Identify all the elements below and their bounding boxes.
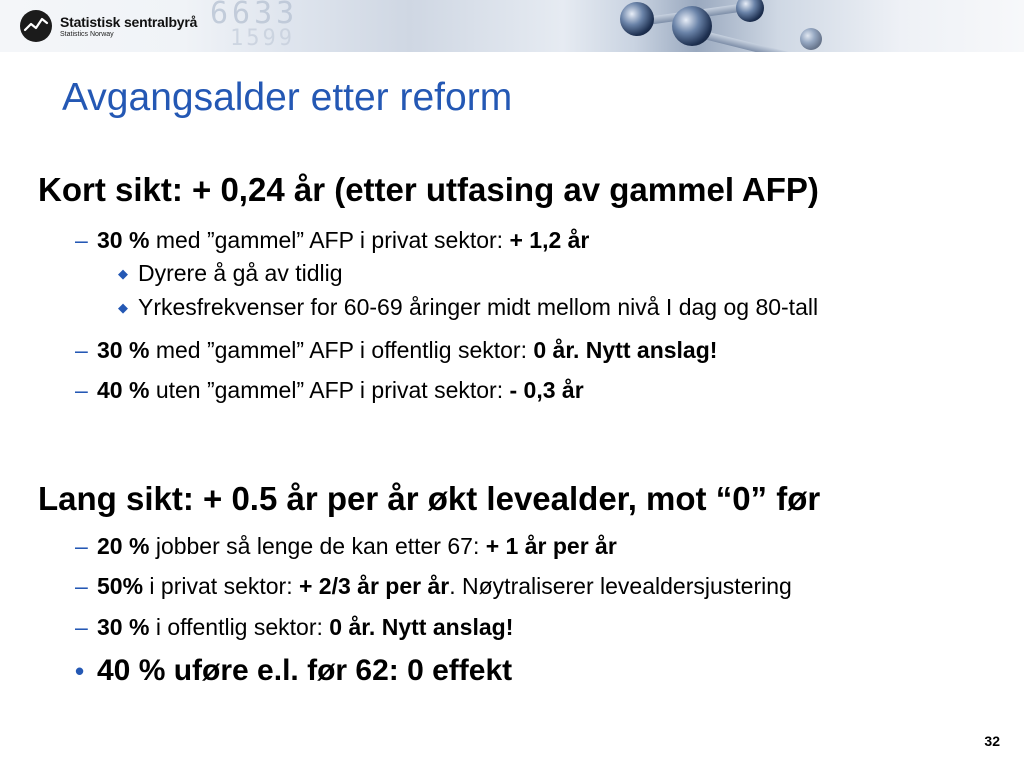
banner-decor-digits-2: 1599 xyxy=(230,26,295,51)
item-text: uten ”gammel” AFP i privat sektor: xyxy=(149,377,510,403)
ssb-logo-icon xyxy=(20,10,52,42)
item-effect: + 2/3 år per år xyxy=(298,573,450,599)
logo-name: Statistisk sentralbyrå xyxy=(60,13,198,30)
disability-text: 40 % uføre e.l. før 62: 0 effekt xyxy=(97,654,513,687)
long-term-item xyxy=(75,533,617,560)
long-term-heading: Lang sikt: + 0.5 år per år økt levealder, mot “0” før xyxy=(38,480,821,517)
dash-bullet: – xyxy=(75,377,88,403)
banner-decor-digits: 6633 xyxy=(210,0,299,31)
item-share: 40 % xyxy=(97,377,150,403)
short-term-heading: Kort sikt: + 0,24 år (etter utfasing av gammel AFP) xyxy=(38,171,819,208)
long-term-item xyxy=(75,614,513,641)
item-effect: 0 år. Nytt anslag! xyxy=(329,614,514,640)
header-banner xyxy=(0,0,1024,52)
dash-bullet: – xyxy=(75,337,88,363)
short-term-item xyxy=(75,227,589,254)
ssb-logo xyxy=(20,8,197,44)
dot-bullet: • xyxy=(75,656,85,686)
item-share: 20 % xyxy=(97,533,150,559)
subitem-text: Yrkesfrekvenser for 60-69 åringer midt mellom nivå I dag og 80-tall xyxy=(138,294,819,320)
item-effect: + 1 år per år xyxy=(485,533,617,559)
item-text: jobber så lenge de kan etter 67: xyxy=(149,533,486,559)
item-effect: - 0,3 år xyxy=(509,377,584,403)
dash-bullet: – xyxy=(75,573,88,599)
item-text: i offentlig sektor: xyxy=(149,614,330,640)
item-share: 30 % xyxy=(97,227,150,253)
item-share: 30 % xyxy=(97,337,150,363)
item-text: med ”gammel” AFP i privat sektor: xyxy=(149,227,510,253)
item-effect: + 1,2 år xyxy=(509,227,590,253)
diamond-bullet-icon: ◆ xyxy=(118,300,128,315)
item-share: 30 % xyxy=(97,614,150,640)
short-term-item xyxy=(75,377,584,404)
slide-title: Avgangsalder etter reform xyxy=(62,76,513,119)
banner-molecule-sphere xyxy=(800,28,822,50)
long-term-item xyxy=(75,573,792,600)
short-term-item xyxy=(75,337,717,364)
banner-molecule-sphere xyxy=(672,6,712,46)
dash-bullet: – xyxy=(75,614,88,640)
dash-bullet: – xyxy=(75,533,88,559)
item-effect: 0 år. Nytt anslag! xyxy=(533,337,718,363)
page-number: 32 xyxy=(984,733,1000,749)
banner-molecule-sphere xyxy=(620,2,654,36)
disability-bullet xyxy=(75,654,512,688)
logo-subtitle: Statistics Norway xyxy=(60,30,114,38)
subitem-text: Dyrere å gå av tidlig xyxy=(138,260,343,286)
item-share: 50% xyxy=(97,573,144,599)
short-term-subitem xyxy=(118,294,818,321)
item-text: i privat sektor: xyxy=(143,573,299,599)
banner-molecule-sphere xyxy=(736,0,764,22)
short-term-subitem xyxy=(118,260,343,287)
diamond-bullet-icon: ◆ xyxy=(118,266,128,281)
item-tail: . Nøytraliserer levealdersjustering xyxy=(449,573,792,599)
item-text: med ”gammel” AFP i offentlig sektor: xyxy=(149,337,534,363)
dash-bullet: – xyxy=(75,227,88,253)
